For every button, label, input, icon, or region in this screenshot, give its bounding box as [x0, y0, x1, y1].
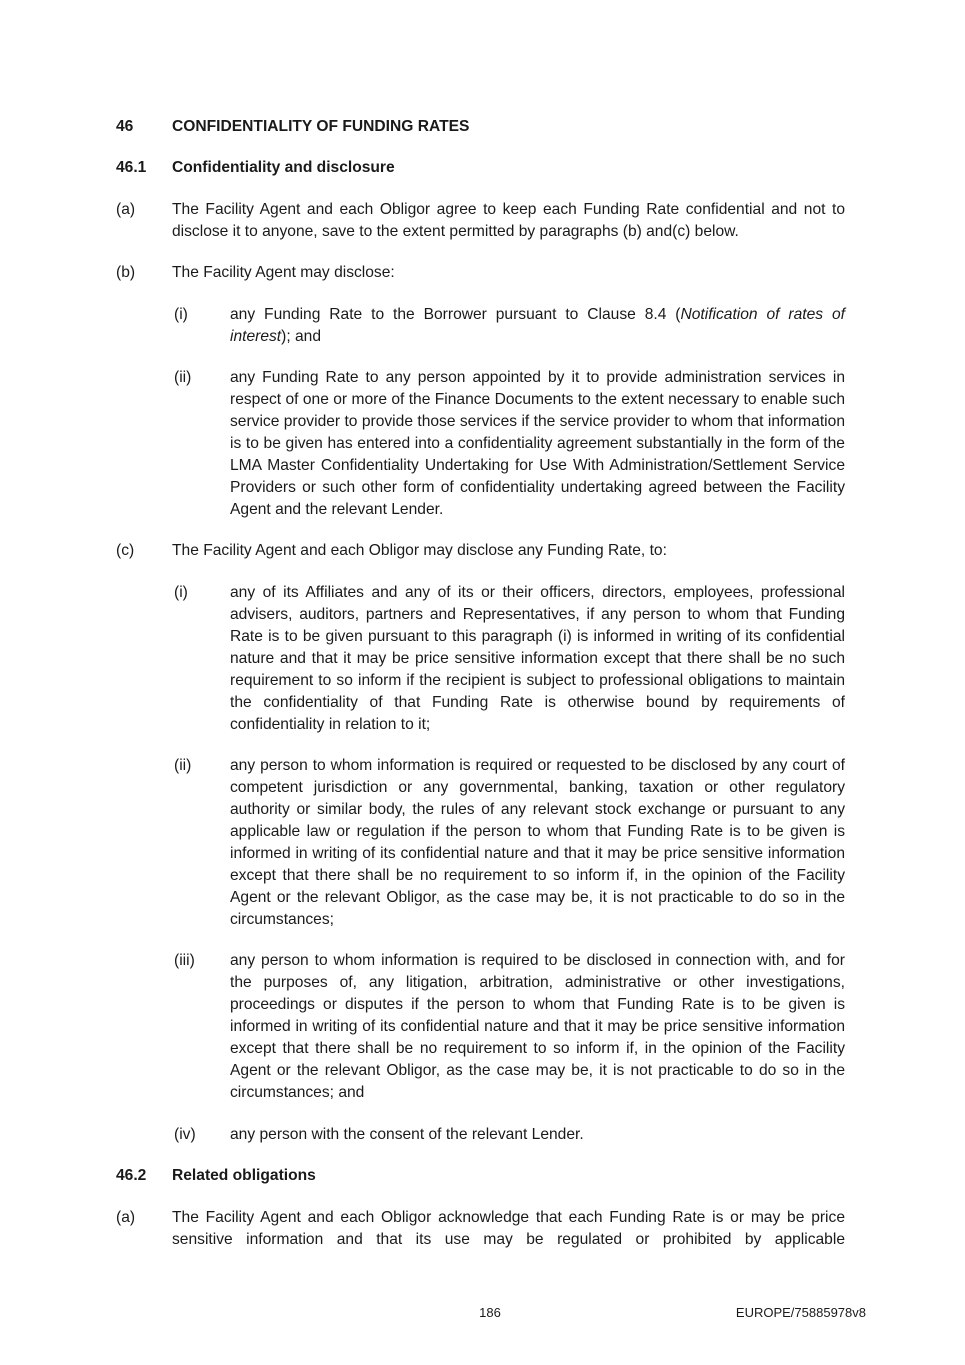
subparagraph-c-i [116, 582, 845, 736]
subparagraph-label: (iv) [174, 1126, 196, 1143]
subparagraph-text: any Funding Rate to any person appointed by it to provide administration services in respect of one or more of the Finance Documents to the extent necessary to enable such service provider to provide those services if the service provider to whom that information is to be given has entered into a confidentiality agreement substantially in the form of the LMA Master Confidentiality Undertaking for Use With Administration/Settlement Service Providers or such other form of confidentiality undertaking agreed between the Facility Agent and the relevant Lender. [230, 369, 845, 518]
subparagraph-label: (iii) [174, 952, 195, 969]
subparagraph-text: any person to whom information is required or requested to be disclosed by any court of competent jurisdiction or any governmental, banking, taxation or other regulatory authority or similar body, the rules of any relevant stock exchange or pursuant to any applicable law or regulation if the person to whom that Funding Rate is to be given is informed in writing of its confidential nature and that it may be price sensitive information except that there shall be no requirement to so inform if, in the opinion of the Facility Agent or the relevant Obligor, as the case may be, it is not practicable to do so in the circumstances; [230, 757, 845, 928]
text-before: any Funding Rate to the Borrower pursuant to Clause 8.4 ( [230, 306, 681, 323]
cross-reference-title: Notification of rates of interest [230, 306, 845, 345]
paragraph-a [116, 199, 845, 243]
clause-heading-46-1 [116, 157, 845, 179]
subparagraph-text: any person with the consent of the relevant Lender. [230, 1126, 584, 1143]
subparagraph-label: (i) [174, 584, 188, 601]
paragraph-text: The Facility Agent may disclose: [172, 264, 395, 281]
section-number: 46 [116, 118, 134, 135]
text-after: ); and [281, 328, 322, 345]
subparagraph-b-i [116, 304, 845, 348]
paragraph-text: The Facility Agent and each Obligor acknowledge that each Funding Rate is or may be price sensitive information and that its use may be regulated or prohibited by applicable [172, 1209, 845, 1248]
clause-heading-46-2 [116, 1165, 845, 1187]
section-title: CONFIDENTIALITY OF FUNDING RATES [172, 118, 470, 135]
subparagraph-label: (i) [174, 306, 188, 323]
subparagraph-text: any of its Affiliates and any of its or their officers, directors, employees, professional advisers, auditors, partners and Representatives, if any person to whom that Funding Rate is to be given pursuant to this paragraph (i) is informed in writing of its confidential nature and that it may be price sensitive information except that there shall be no such requirement to so inform if the recipient is subject to professional obligations to maintain the confidentiality of that Funding Rate is otherwise bound by requirements of confidentiality in relation to it; [230, 584, 845, 733]
subparagraph-c-iii [116, 950, 845, 1104]
paragraph-c [116, 540, 845, 562]
subparagraph-b-ii [116, 367, 845, 521]
subparagraph-label: (ii) [174, 369, 192, 386]
section-heading [116, 116, 845, 138]
paragraph-label: (a) [116, 1209, 136, 1226]
paragraph-label: (a) [116, 201, 136, 218]
clause-title: Related obligations [172, 1167, 316, 1184]
document-reference: EUROPE/75885978v8 [735, 1305, 866, 1320]
subparagraph-text: any person to whom information is required to be disclosed in connection with, and for the purposes of, any litigation, arbitration, administrative or other investigations, proceedings or disputes if the person to whom that Funding Rate is to be given is informed in writing of its confidential nature and that it may be price sensitive information except that there shall be no requirement to so inform if, in the opinion of the Facility Agent or the relevant Obligor, as the case may be, it is not practicable to do so in the circumstances; and [230, 952, 845, 1101]
subparagraph-text [230, 304, 845, 348]
paragraph-46-2-a [116, 1207, 845, 1251]
paragraph-text: The Facility Agent and each Obligor may disclose any Funding Rate, to: [172, 542, 667, 559]
clause-title: Confidentiality and disclosure [172, 159, 395, 176]
subparagraph-label: (ii) [174, 757, 192, 774]
paragraph-label: (b) [116, 264, 136, 281]
subparagraph-c-iv [116, 1124, 845, 1146]
clause-number: 46.1 [116, 159, 147, 176]
page-number: 186 [479, 1305, 501, 1320]
subparagraph-c-ii [116, 755, 845, 931]
paragraph-label: (c) [116, 542, 135, 559]
paragraph-b [116, 262, 845, 284]
paragraph-text: The Facility Agent and each Obligor agree to keep each Funding Rate confidential and not to disclose it to anyone, save to the extent permitted by paragraphs (b) and(c) below. [172, 201, 845, 240]
clause-number: 46.2 [116, 1167, 147, 1184]
